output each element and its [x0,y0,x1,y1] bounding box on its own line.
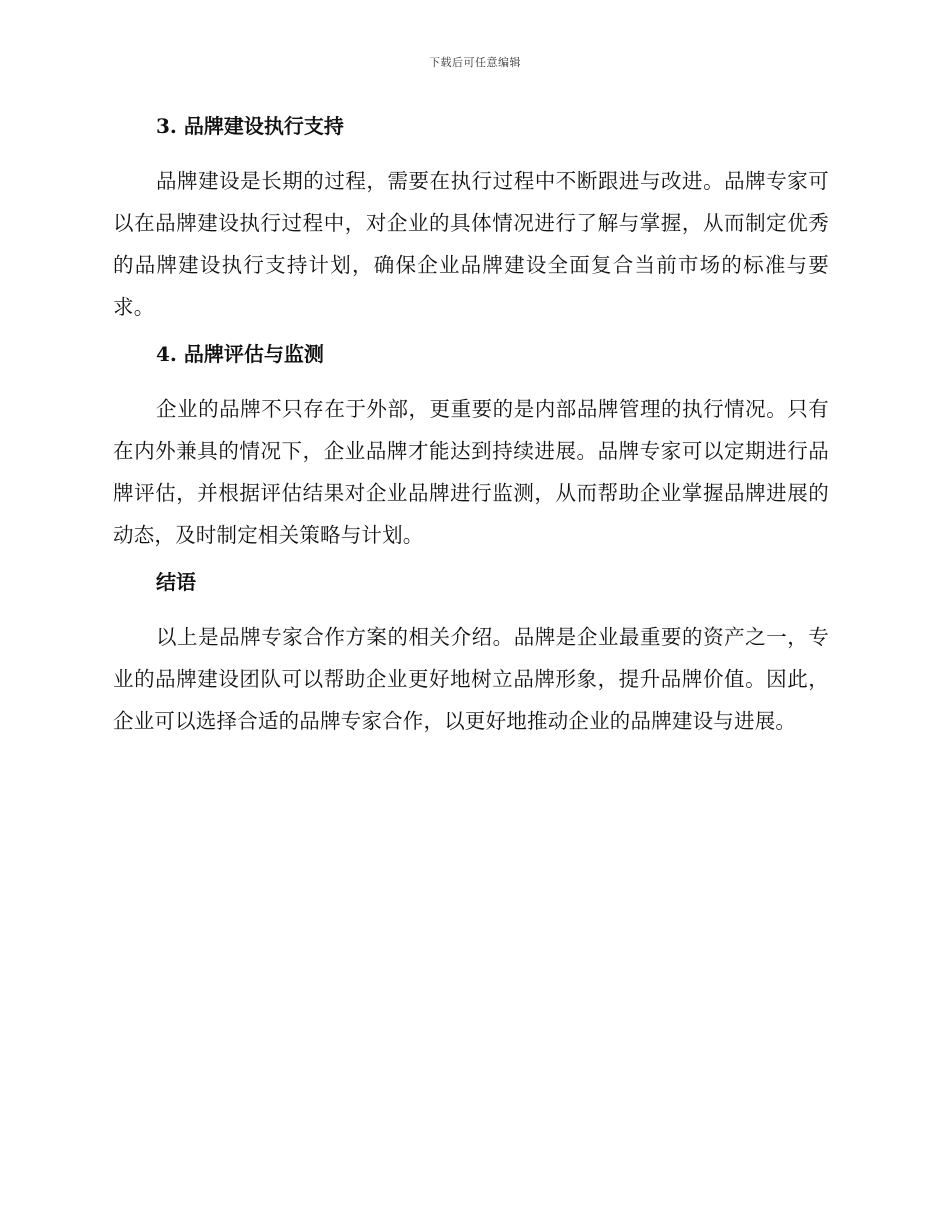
section-heading-brand-execution-support: 3. 品牌建设执行支持 [156,114,344,138]
page-header: 下载后可任意编辑 [429,56,521,69]
section-paragraph-brand-evaluation-monitoring: 企业的品牌不只存在于外部，更重要的是内部品牌管理的执行情况。只有在内外兼具的情况下，企业品牌才能达到持续进展。品牌专家可以定期进行品牌评估，并根据评估结果对企业品牌进行监测，从而帮助企业掌握品牌进展的动态，及时制定相关策略与计划。 [113,397,829,547]
section-paragraph-conclusion: 以上是品牌专家合作方案的相关介绍。品牌是企业最重要的资产之一，专业的品牌建设团队可以帮助企业更好地树立品牌形象，提升品牌价值。因此，企业可以选择合适的品牌专家合作，以更好地推动企业的品牌建设与进展。 [113,625,829,733]
document-body [113,110,829,752]
section-heading-conclusion: 结语 [156,570,196,594]
section-paragraph-brand-execution-support: 品牌建设是长期的过程，需要在执行过程中不断跟进与改进。品牌专家可以在品牌建设执行过程中，对企业的具体情况进行了解与掌握，从而制定优秀的品牌建设执行支持计划，确保企业品牌建设全面复合当前市场的标准与要求。 [113,169,829,319]
section-heading-brand-evaluation-monitoring: 4. 品牌评估与监测 [156,342,324,366]
